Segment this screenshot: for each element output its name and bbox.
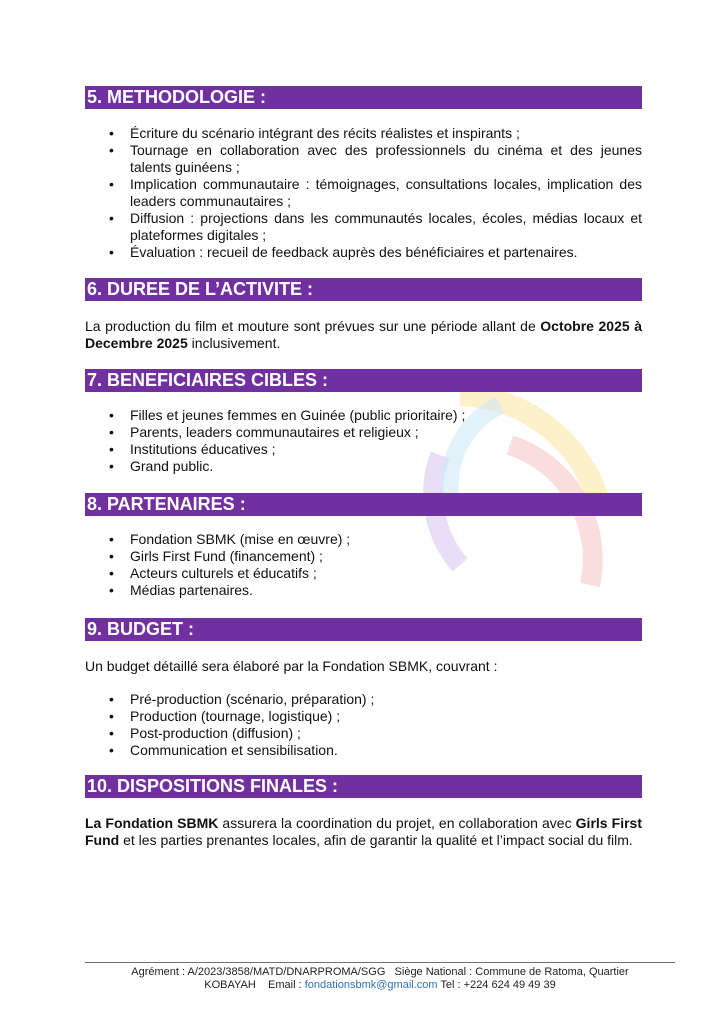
document-body bbox=[85, 86, 642, 849]
section-duree bbox=[85, 278, 642, 352]
bullet-list bbox=[85, 407, 642, 475]
section-partenaires bbox=[85, 493, 642, 599]
list-item: • Post-production (diffusion) ; bbox=[85, 725, 642, 742]
footer-text: KOBAYAH Email : bbox=[204, 979, 305, 991]
list-item: • Écriture du scénario intégrant des récits réalistes et inspirants ; bbox=[85, 125, 642, 142]
list-item: • Filles et jeunes femmes en Guinée (public prioritaire) ; bbox=[85, 407, 642, 424]
section-heading: 6. DUREE DE L’ACTIVITE : bbox=[85, 278, 642, 301]
section-heading: 7. BENEFICIAIRES CIBLES : bbox=[85, 369, 642, 392]
bold-text: La Fondation SBMK bbox=[85, 815, 219, 831]
paragraph bbox=[85, 318, 642, 352]
bullet-list bbox=[85, 691, 642, 759]
list-item: • Grand public. bbox=[85, 458, 642, 475]
list-item: • Parents, leaders communautaires et religieux ; bbox=[85, 424, 642, 441]
text: inclusivement. bbox=[187, 335, 281, 351]
list-item: • Évaluation : recueil de feedback auprès des bénéficiaires et partenaires. bbox=[85, 244, 642, 261]
footer-text: Tel : +224 624 49 49 39 bbox=[437, 979, 556, 991]
list-item: • Fondation SBMK (mise en œuvre) ; bbox=[85, 531, 642, 548]
footer-divider bbox=[85, 962, 675, 963]
footer-line-1: Agrément : A/2023/3858/MATD/DNARPROMA/SGG Siège National : Commune de Ratoma, Quartier bbox=[131, 966, 629, 978]
footer bbox=[85, 966, 675, 992]
bullet-list bbox=[85, 531, 642, 599]
footer-line-2 bbox=[85, 979, 675, 992]
section-budget bbox=[85, 618, 642, 759]
text: assurera la coordination du projet, en collaboration avec bbox=[218, 815, 576, 831]
section-methodologie bbox=[85, 86, 642, 261]
text: La production du film et mouture sont prévues sur une période allant de bbox=[85, 318, 541, 334]
list-item: • Institutions éducatives ; bbox=[85, 441, 642, 458]
email-link[interactable]: fondationsbmk@gmail.com bbox=[304, 979, 438, 991]
bold-text: Octobre 2025 à Decembre 2025 bbox=[85, 318, 643, 351]
section-heading: 10. DISPOSITIONS FINALES : bbox=[85, 775, 642, 798]
list-item: • Médias partenaires. bbox=[85, 582, 642, 599]
bold-text: Girls First Fund bbox=[85, 815, 642, 848]
text: et les parties prenantes locales, afin de garantir la qualité et l’impact social du film. bbox=[119, 832, 633, 848]
list-item: • Diffusion : projections dans les communautés locales, écoles, médias locaux et plateformes digitales ; bbox=[85, 210, 642, 244]
list-item: • Acteurs culturels et éducatifs ; bbox=[85, 565, 642, 582]
paragraph: Un budget détaillé sera élaboré par la Fondation SBMK, couvrant : bbox=[85, 658, 498, 674]
paragraph bbox=[85, 815, 642, 849]
section-heading: 5. METHODOLOGIE : bbox=[85, 86, 642, 109]
list-item: • Implication communautaire : témoignages, consultations locales, implication des leaders communautaires ; bbox=[85, 176, 642, 210]
section-heading: 9. BUDGET : bbox=[85, 618, 642, 641]
section-beneficiaires bbox=[85, 369, 642, 475]
section-dispositions bbox=[85, 775, 642, 849]
bullet-list bbox=[85, 125, 642, 261]
list-item: • Girls First Fund (financement) ; bbox=[85, 548, 642, 565]
list-item: • Tournage en collaboration avec des professionnels du cinéma et des jeunes talents guinéens ; bbox=[85, 142, 642, 176]
list-item: • Production (tournage, logistique) ; bbox=[85, 708, 642, 725]
list-item: • Pré-production (scénario, préparation) ; bbox=[85, 691, 642, 708]
section-heading: 8. PARTENAIRES : bbox=[85, 493, 642, 516]
list-item: • Communication et sensibilisation. bbox=[85, 742, 642, 759]
